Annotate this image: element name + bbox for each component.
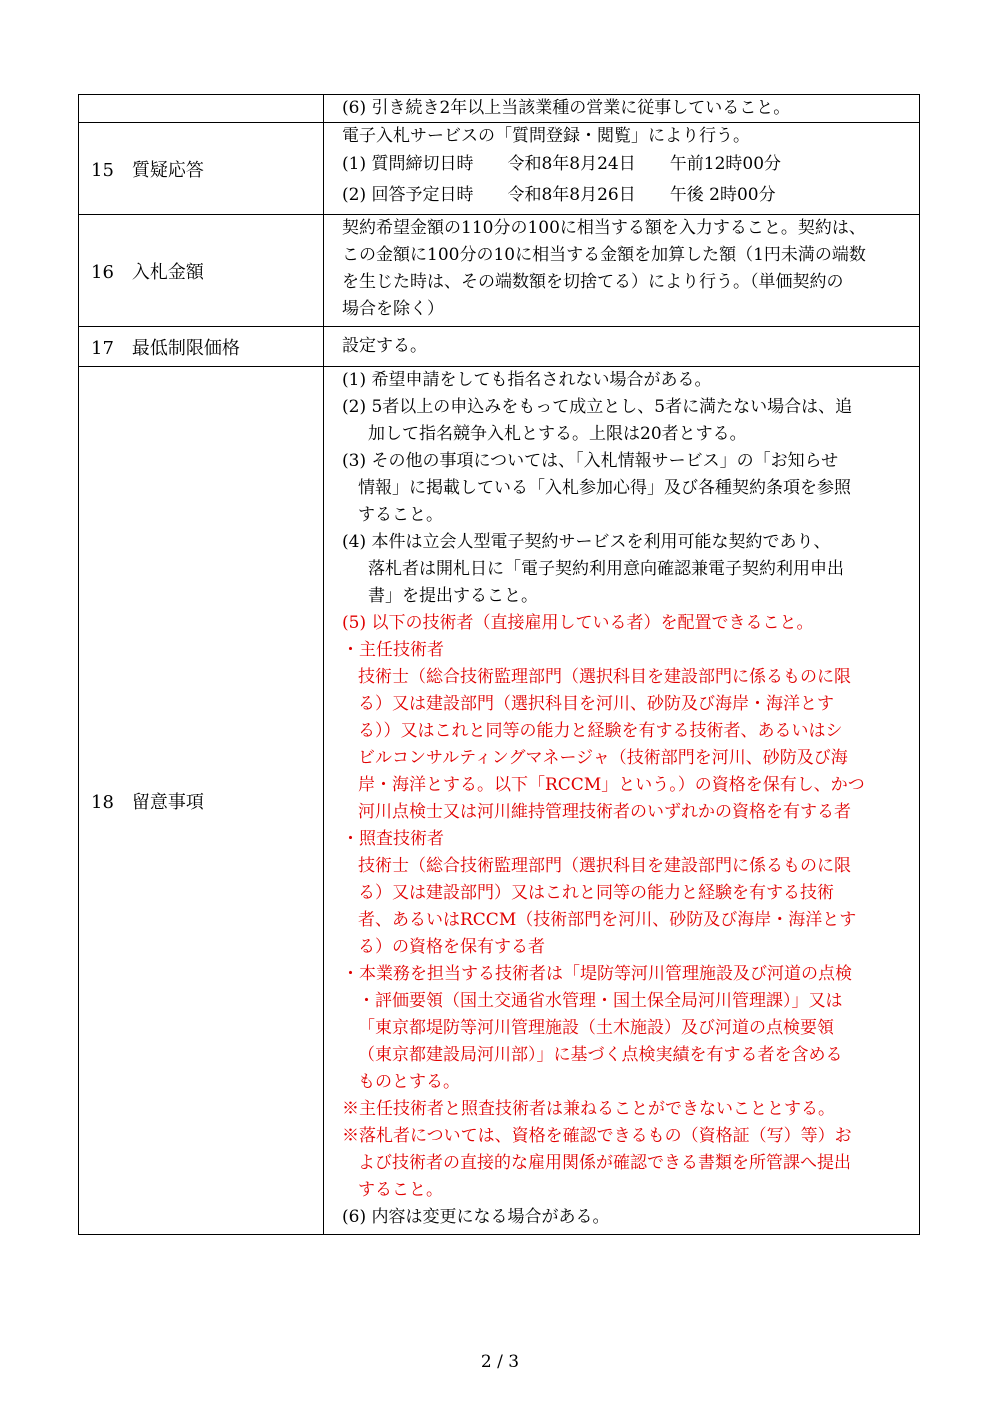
content-line: ※主任技術者と照査技術者は兼ねることができないこととする。 (342, 1099, 835, 1119)
row-label (79, 95, 324, 123)
content-line: 電子入札サービスの「質問登録・閲覧」により行う。 (342, 126, 750, 146)
content-line: (5) 以下の技術者（直接雇用している者）を配置できること。 (342, 613, 814, 633)
content-line: る）又は建設部門（選択科目を河川、砂防及び海岸・海洋とす (358, 694, 834, 714)
row-label: 15 質疑応答 (79, 123, 324, 215)
content-line: 場合を除く） (342, 299, 444, 319)
content-line: ・評価要領（国土交通省水管理・国土保全局河川管理課）」又は (358, 991, 843, 1011)
row-content (324, 367, 920, 1235)
content-line: すること。 (358, 505, 443, 525)
content-line: すること。 (358, 1180, 443, 1200)
content-line: ビルコンサルティングマネージャ（技術部門を河川、砂防及び海 (358, 748, 848, 768)
content-line: 河川点検士又は河川維持管理技術者のいずれかの資格を有する者 (358, 802, 851, 822)
table-row (79, 367, 920, 1235)
content-line: 者、あるいはRCCM（技術部門を河川、砂防及び海岸・海洋とす (358, 910, 857, 930)
content-line: (2) 5者以上の申込みをもって成立とし、5者に満たない場合は、追 (342, 397, 853, 417)
table-row (79, 123, 920, 215)
content-line: 技術士（総合技術監理部門（選択科目を建設部門に係るものに限 (358, 667, 851, 687)
table-row (79, 327, 920, 367)
content-line: (4) 本件は立会人型電子契約サービスを利用可能な契約であり、 (342, 532, 831, 552)
content-line: 岸・海洋とする。以下「RCCM」という。）の資格を保有し、かつ (358, 775, 865, 795)
content-line: (6) 内容は変更になる場合がある。 (342, 1207, 610, 1227)
row-content (324, 123, 920, 215)
requirements-table (78, 94, 920, 1235)
row-content (324, 95, 920, 123)
content-line: 「東京都堤防等河川管理施設（土木施設）及び河道の点検要領 (358, 1018, 834, 1038)
row-content (324, 327, 920, 367)
row-content (324, 215, 920, 327)
page-number: 2 / 3 (480, 1352, 520, 1372)
content-line: 加して指名競争入札とする。上限は20者とする。 (368, 424, 747, 444)
content-line: 書」を提出すること。 (368, 586, 538, 606)
content-line: ・主任技術者 (342, 640, 444, 660)
content-line: (3) その他の事項については、「入札情報サービス」の「お知らせ (342, 451, 839, 471)
content-line: る））又はこれと同等の能力と経験を有する技術者、あるいはシ (358, 721, 843, 741)
content-line: ものとする。 (358, 1072, 460, 1092)
row-label: 17 最低制限価格 (79, 327, 324, 367)
content-line: ※落札者については、資格を確認できるもの（資格証（写）等）お (342, 1126, 852, 1146)
content-line: 落札者は開札日に「電子契約利用意向確認兼電子契約利用申出 (368, 559, 844, 579)
content-line: ・本業務を担当する技術者は「堤防等河川管理施設及び河道の点検 (342, 964, 852, 984)
content-line: 設定する。 (342, 336, 427, 356)
content-line: 技術士（総合技術監理部門（選択科目を建設部門に係るものに限 (358, 856, 851, 876)
table-row (79, 95, 920, 123)
table-row (79, 215, 920, 327)
content-line: （東京都建設局河川部）」に基づく点検実績を有する者を含める (358, 1045, 843, 1065)
content-line: 情報」に掲載している「入札参加心得」及び各種契約条項を参照 (358, 478, 851, 498)
content-line: る）の資格を保有する者 (358, 937, 545, 957)
content-line: を生じた時は、その端数額を切捨てる）により行う。（単価契約の (342, 272, 844, 292)
content-line: (1) 質問締切日時 令和8年8月24日 午前12時00分 (342, 154, 782, 174)
content-line: よび技術者の直接的な雇用関係が確認できる書類を所管課へ提出 (358, 1153, 851, 1173)
content-line: この金額に100分の10に相当する金額を加算した額（1円未満の端数 (342, 245, 866, 265)
content-line: る）又は建設部門）又はこれと同等の能力と経験を有する技術 (358, 883, 834, 903)
row-label: 18 留意事項 (79, 367, 324, 1235)
content-line: (2) 回答予定日時 令和8年8月26日 午後 2時00分 (342, 185, 776, 205)
content-line: (6) 引き続き2年以上当該業種の営業に従事していること。 (342, 98, 791, 118)
content-line: ・照査技術者 (342, 829, 444, 849)
content-line: 契約希望金額の110分の100に相当する額を入力すること。契約は、 (342, 218, 866, 238)
content-line: (1) 希望申請をしても指名されない場合がある。 (342, 370, 712, 390)
row-label: 16 入札金額 (79, 215, 324, 327)
